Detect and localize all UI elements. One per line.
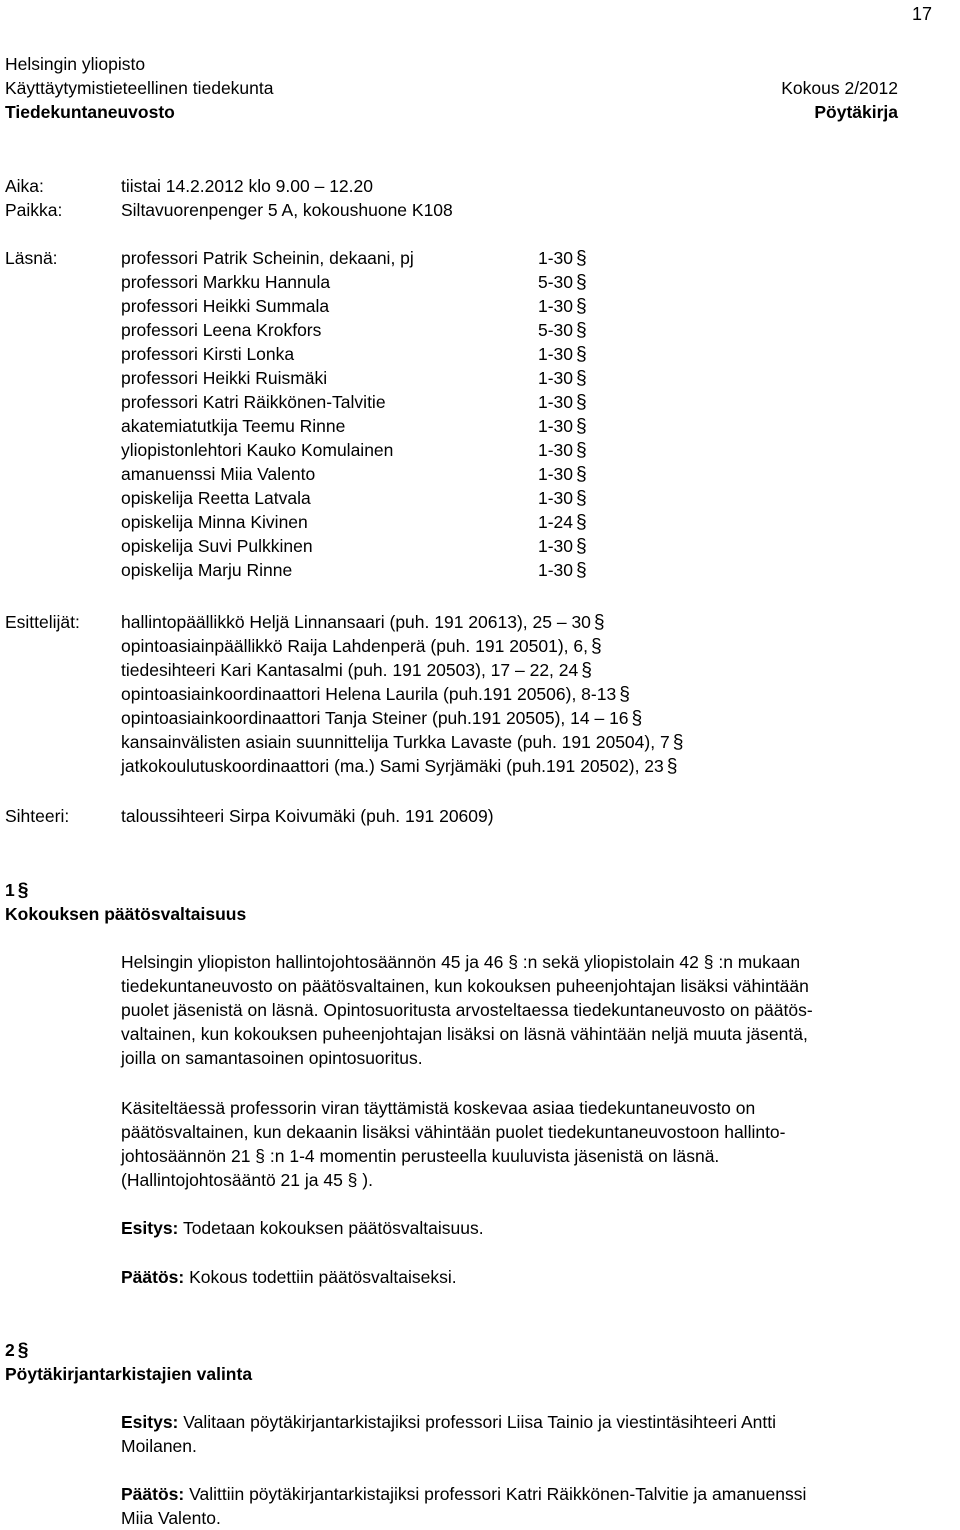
paragraph-line: Helsingin yliopiston hallintojohtosäännön 45 ja 46 § :n sekä yliopistolain 42 § :n mukaan (121, 952, 801, 972)
section-symbol: § (576, 272, 587, 293)
section-symbol: § (576, 488, 587, 509)
paragraph-line: tiedekuntaneuvosto on päätösvaltainen, kun kokouksen puheenjohtajan lisäksi vähintään (121, 976, 809, 996)
attendee-items: 1-30 § (538, 536, 587, 557)
page-number: 17 (911, 4, 932, 24)
paragraph-line: Käsiteltäessä professorin viran täyttämistä koskevaa asiaa tiedekuntaneuvosto on (121, 1098, 756, 1118)
section-1-proposal (121, 1216, 936, 1240)
header-faculty: Käyttäytymistieteellinen tiedekunta (5, 78, 274, 98)
section-symbol: § (576, 536, 587, 557)
attendee-items: 1-30 § (538, 344, 587, 365)
secretary-label: Sihteeri: (5, 806, 70, 826)
section-1-title: Kokouksen päätösvaltaisuus (5, 904, 247, 924)
paragraph-line: päätösvaltainen, kun dekaanin lisäksi vähintään puolet tiedekuntaneuvostoon hallinto- (121, 1122, 786, 1142)
paragraph-line: valtainen, kun kokouksen puheenjohtajan lisäksi on läsnä vähintään neljä muuta jäsentä, (121, 1024, 808, 1044)
presenter-text: jatkokoulutuskoordinaattori (ma.) Sami Syrjämäki (puh.191 20502), 23 (121, 756, 664, 776)
section-symbol: § (593, 612, 605, 633)
attendee-name: opiskelija Suvi Pulkkinen (121, 536, 313, 556)
attendee-items: 1-30 § (538, 416, 587, 437)
present-label: Läsnä: (5, 248, 58, 268)
section-symbol: § (576, 464, 587, 485)
section-symbol: § (576, 344, 587, 365)
presenter-text: tiedesihteeri Kari Kantasalmi (puh. 191 20503), 17 – 22, 24 (121, 660, 579, 680)
presenter-row (121, 658, 592, 682)
presenter-text: opintoasiainpäällikkö Raija Lahdenperä (puh. 191 20501), 6, (121, 636, 589, 656)
time-label: Aika: (5, 176, 44, 196)
section-symbol: § (619, 684, 630, 705)
attendee-name: opiskelija Reetta Latvala (121, 488, 311, 508)
attendee-items: 1-30 § (538, 392, 587, 413)
presenter-row (121, 634, 602, 658)
place-label: Paikka: (5, 200, 63, 220)
decision-label: Päätös: (121, 1484, 185, 1504)
attendee-items: 5-30 § (538, 320, 587, 341)
attendee-items: 1-24 § (538, 512, 587, 533)
presenter-row (121, 682, 630, 706)
presenter-row (121, 754, 678, 778)
section-1-decision (121, 1265, 936, 1289)
presenter-text: hallintopäällikkö Heljä Linnansaari (puh. 191 20613), 25 – 30 (121, 612, 591, 632)
section-2-proposal (121, 1410, 936, 1458)
attendee-items: 1-30 § (538, 560, 587, 581)
section-symbol: § (576, 512, 587, 533)
attendee-row (121, 294, 641, 318)
secretary-value: taloussihteeri Sirpa Koivumäki (puh. 191 20609) (121, 806, 494, 826)
attendee-name: yliopistonlehtori Kauko Komulainen (121, 440, 394, 460)
attendee-row (121, 366, 641, 390)
attendee-items: 1-30 § (538, 368, 587, 389)
section-symbol: § (576, 248, 587, 269)
section-2-decision (121, 1482, 936, 1530)
section-2-number: 2 § (5, 1340, 29, 1361)
proposal-text: Todetaan kokouksen päätösvaltaisuus. (182, 1218, 484, 1238)
presenter-row (121, 706, 642, 730)
attendee-items: 1-30 § (538, 464, 587, 485)
header-council: Tiedekuntaneuvosto (5, 102, 175, 122)
header-doc-type: Pöytäkirja (814, 102, 898, 122)
attendee-row (121, 390, 641, 414)
header-meeting: Kokous 2/2012 (781, 78, 898, 98)
attendee-items: 1-30 § (538, 440, 587, 461)
attendee-name: amanuenssi Miia Valento (121, 464, 316, 484)
attendee-name: professori Heikki Summala (121, 296, 330, 316)
section-symbol: § (576, 560, 587, 581)
attendee-name: akatemiatutkija Teemu Rinne (121, 416, 346, 436)
presenter-text: opintoasiainkoordinaattori Tanja Steiner (puh.191 20505), 14 – 16 (121, 708, 629, 728)
attendee-row (121, 270, 641, 294)
proposal-text-cont: Moilanen. (121, 1436, 197, 1456)
section-symbol: § (581, 660, 592, 681)
paragraph-line: joilla on samantasoinen opintosuoritus. (121, 1048, 423, 1068)
paragraph-line: puolet jäsenistä on läsnä. Opintosuoritusta arvosteltaessa tiedekuntaneuvosto on päätös- (121, 1000, 813, 1020)
attendee-name: professori Kirsti Lonka (121, 344, 295, 364)
paragraph-line: (Hallintojohtosääntö 21 ja 45 § ). (121, 1170, 373, 1190)
attendee-row (121, 414, 641, 438)
attendee-row (121, 486, 641, 510)
presenter-text: opintoasiainkoordinaattori Helena Laurila (puh.191 20506), 8-13 (121, 684, 617, 704)
attendee-name: opiskelija Marju Rinne (121, 560, 293, 580)
section-symbol: § (576, 320, 587, 341)
attendee-name: opiskelija Minna Kivinen (121, 512, 308, 532)
section-symbol: § (17, 1340, 29, 1361)
decision-text: Kokous todettiin päätösvaltaiseksi. (189, 1267, 457, 1287)
section-symbol: § (666, 756, 678, 777)
decision-text: Valittiin pöytäkirjantarkistajiksi professori Katri Räikkönen-Talvitie ja amanuenssi (189, 1484, 807, 1504)
proposal-label: Esitys: (121, 1412, 179, 1432)
attendee-row (121, 462, 641, 486)
section-1-paragraph-2 (121, 1096, 936, 1192)
attendee-row (121, 558, 641, 582)
attendee-name: professori Leena Krokfors (121, 320, 322, 340)
presenter-text: kansainvälisten asiain suunnittelija Turkka Lavaste (puh. 191 20504), 7 (121, 732, 670, 752)
section-symbol: § (576, 392, 587, 413)
section-1-paragraph-1 (121, 950, 936, 1070)
section-symbol: § (631, 708, 643, 729)
attendee-items: 1-30 § (538, 296, 587, 317)
attendee-items: 5-30 § (538, 272, 587, 293)
time-value: tiistai 14.2.2012 klo 9.00 – 12.20 (121, 176, 373, 196)
attendee-items: 1-30 § (538, 488, 587, 509)
decision-text-cont: Miia Valento. (121, 1508, 221, 1528)
presenter-row (121, 610, 605, 634)
attendee-row (121, 318, 641, 342)
attendee-name: professori Markku Hannula (121, 272, 331, 292)
attendee-name: professori Katri Räikkönen-Talvitie (121, 392, 386, 412)
attendee-row (121, 510, 641, 534)
attendee-name: professori Heikki Ruismäki (121, 368, 328, 388)
place-value: Siltavuorenpenger 5 A, kokoushuone K108 (121, 200, 453, 220)
section-symbol: § (672, 732, 684, 753)
attendee-name: professori Patrik Scheinin, dekaani, pj (121, 248, 414, 268)
decision-label: Päätös: (121, 1267, 185, 1287)
presenters-label: Esittelijät: (5, 612, 80, 632)
section-symbol: § (17, 880, 29, 901)
section-2-title: Pöytäkirjantarkistajien valinta (5, 1364, 253, 1384)
header-university: Helsingin yliopisto (5, 54, 146, 74)
section-symbol: § (576, 416, 587, 437)
section-symbol: § (591, 636, 602, 657)
attendee-row (121, 342, 641, 366)
proposal-label: Esitys: (121, 1218, 179, 1238)
section-symbol: § (576, 296, 587, 317)
attendee-items: 1-30 § (538, 248, 587, 269)
section-symbol: § (576, 440, 587, 461)
attendee-row (121, 438, 641, 462)
attendee-row (121, 246, 641, 270)
presenter-row (121, 730, 683, 754)
section-symbol: § (576, 368, 587, 389)
paragraph-line: johtosäännön 21 § :n 1-4 momentin perusteella kuuluvista jäsenistä on läsnä. (121, 1146, 720, 1166)
attendee-row (121, 534, 641, 558)
section-1-number: 1 § (5, 880, 29, 901)
proposal-text: Valitaan pöytäkirjantarkistajiksi professori Liisa Tainio ja viestintäsihteeri Antti (183, 1412, 776, 1432)
